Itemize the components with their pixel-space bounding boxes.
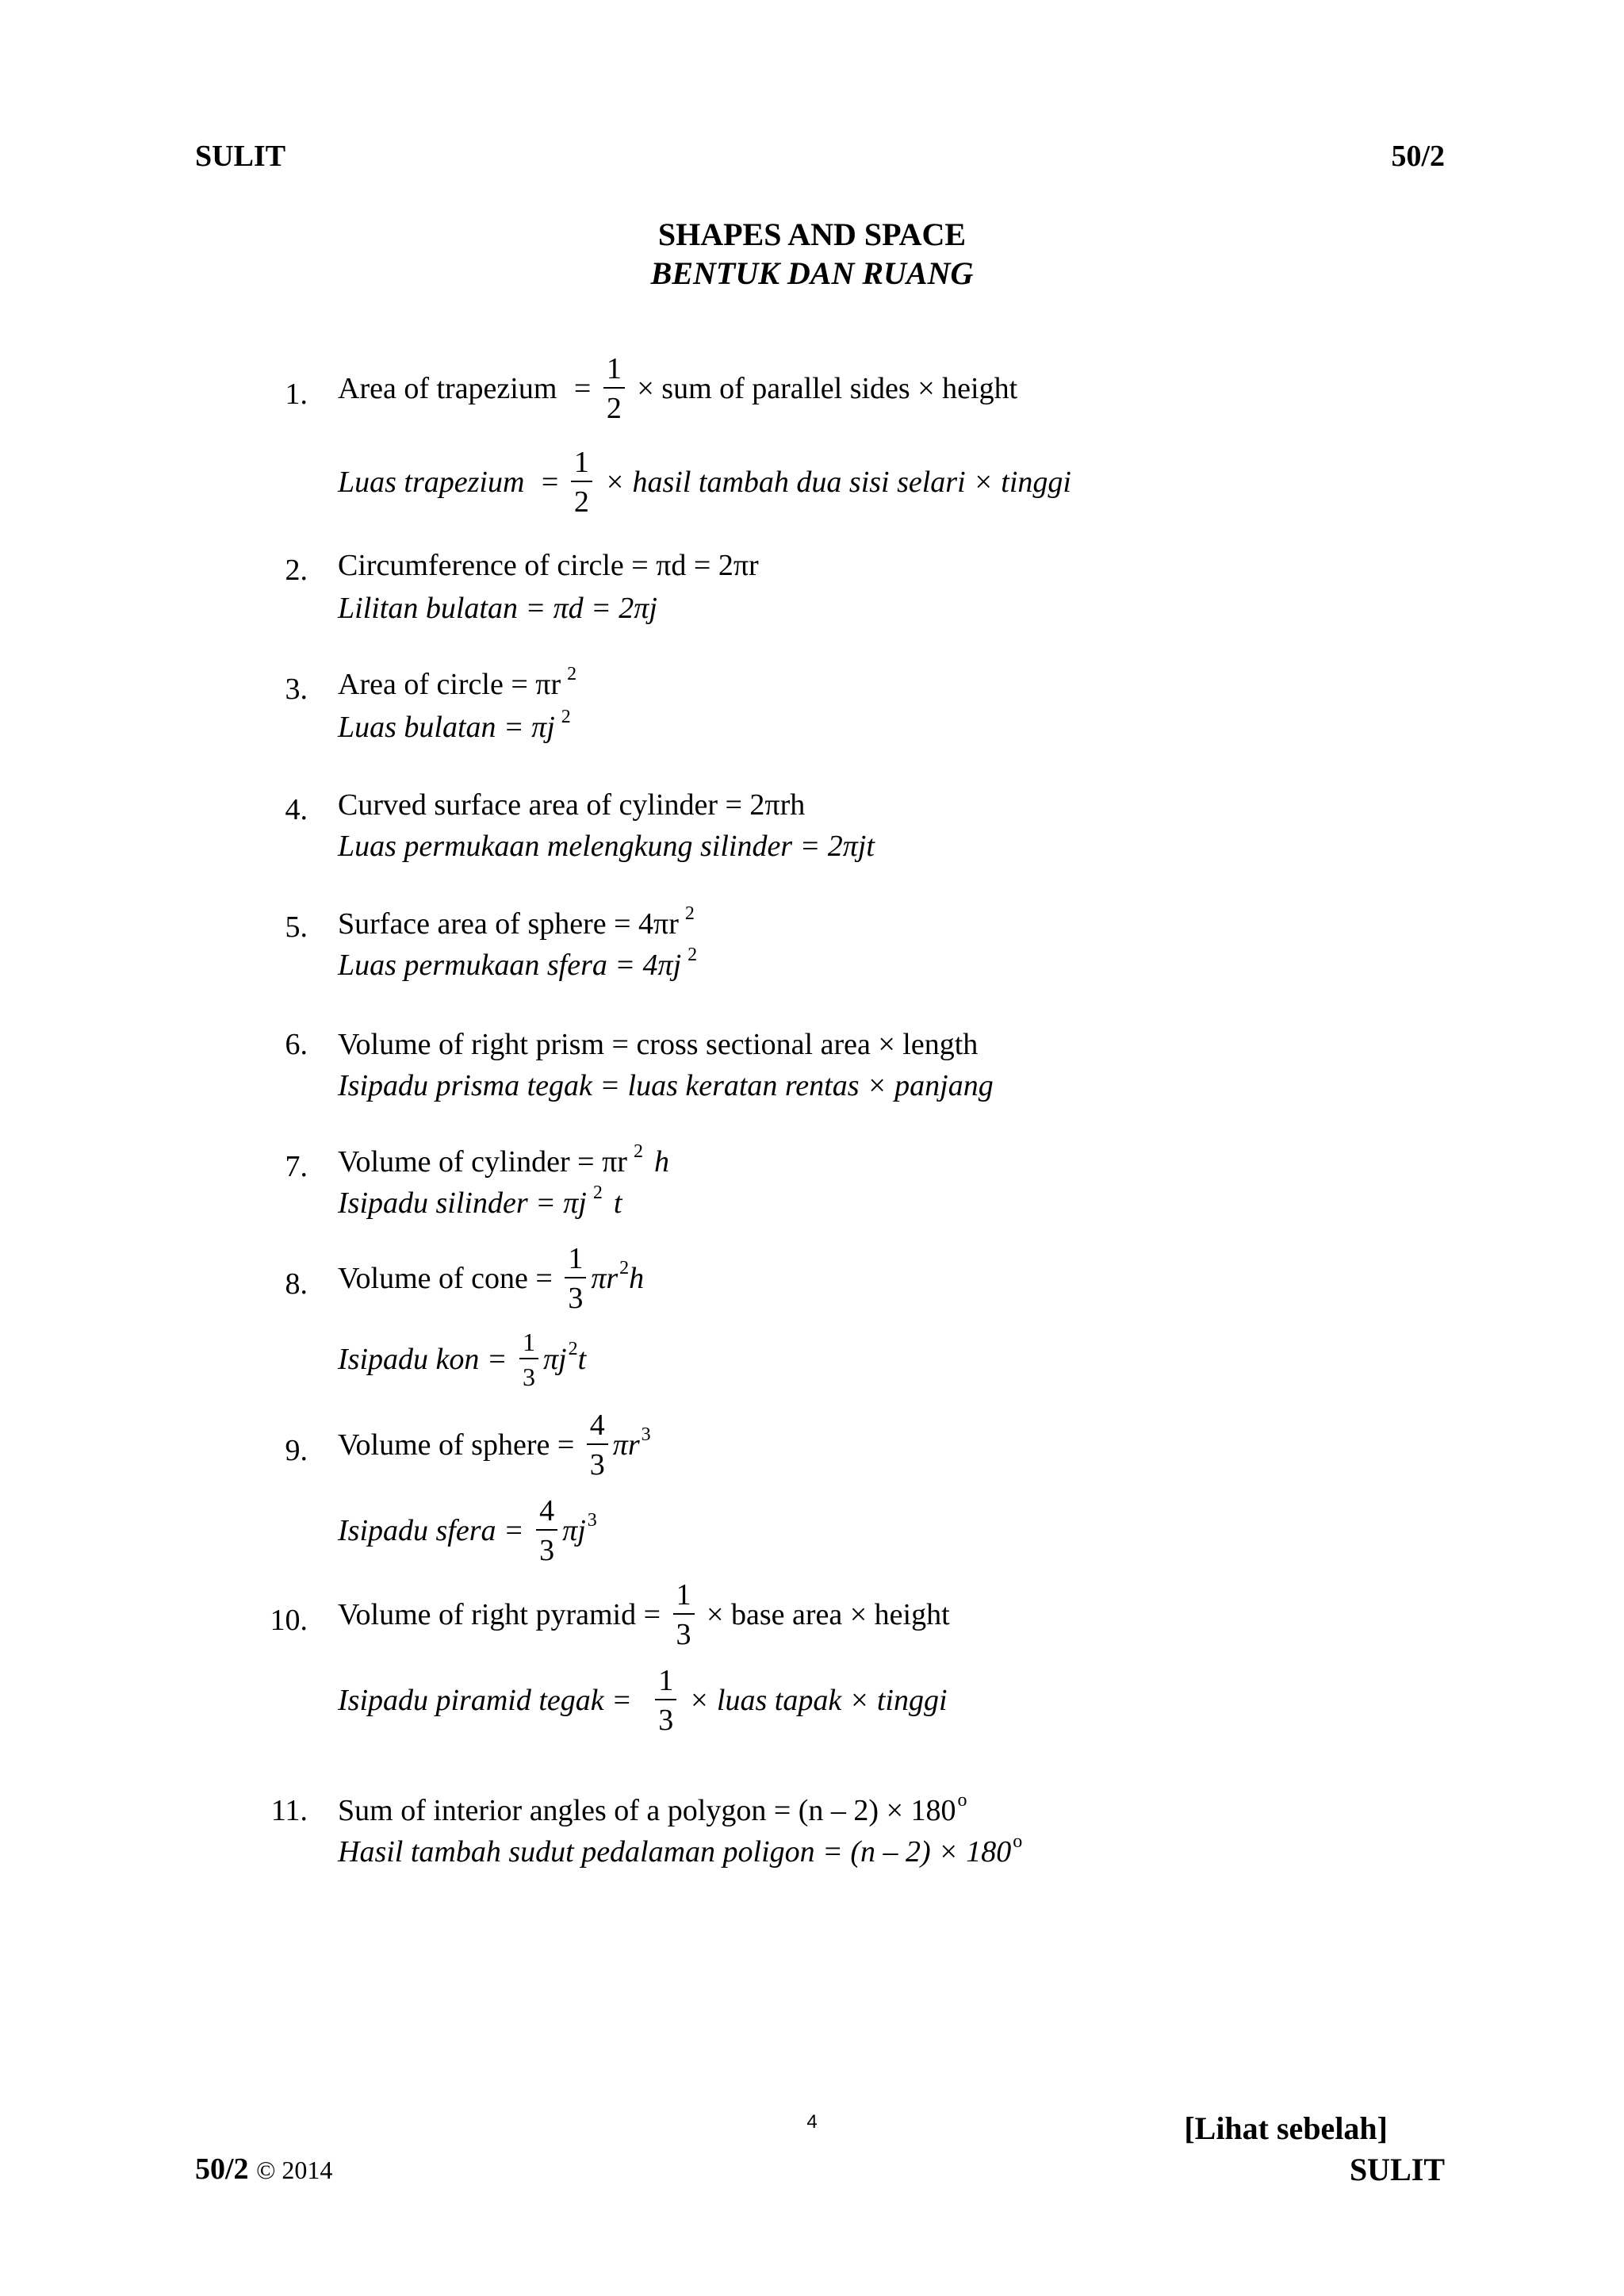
fraction-numerator: 1 [571,447,592,482]
formula-ms [338,1831,1023,1869]
formula-en [338,664,577,701]
fraction-denominator: 3 [523,1363,536,1391]
formula-ms: Luas permukaan melengkung silinder = 2πjt [338,830,875,863]
formula-ms-rest: × luas tapak × tinggi [688,1684,948,1717]
fraction-denominator: 3 [658,1704,674,1737]
fraction-numerator: 1 [603,354,625,389]
fraction [519,1329,538,1389]
formula-ms: Lilitan bulatan = πd = 2πj [338,592,657,625]
formula-en-text: Volume of right pyramid = [338,1598,661,1631]
fraction-denominator: 3 [589,1448,605,1481]
footer-turn-over: [Lihat sebelah] [1184,2110,1388,2146]
formula-number: 4. [285,793,308,826]
formula-en: Circumference of circle = πd = 2πr [338,549,759,582]
formula-en-rest: × sum of parallel sides × height [637,372,1018,405]
formula-ms-expr [543,1339,587,1376]
formula-en: Curved surface area of cylinder = 2πrh [338,788,806,822]
formula-en-label: Area of trapezium [338,372,557,405]
formula-ms-label: Luas trapezium [338,466,525,499]
header-classification: SULIT [195,140,286,173]
fraction-denominator: 2 [573,485,589,519]
exponent: 2 [684,903,695,924]
formula-ms-rest: × hasil tambah dua sisi selari × tinggi [604,466,1071,499]
formula-en: Volume of right prism = cross sectional area × length [338,1028,979,1061]
exponent: 2 [568,1339,578,1359]
formula-ms-after: πj [543,1343,567,1376]
fraction-denominator: 3 [676,1618,691,1651]
section-subtitle: BENTUK DAN RUANG [650,255,974,291]
formula-en-text: Volume of cylinder = πr [338,1145,627,1179]
formula-number: 7. [285,1150,308,1183]
formula-number: 1. [285,378,308,411]
section-title: SHAPES AND SPACE [657,217,967,252]
formula-ms-text: Isipadu sfera = [338,1514,524,1547]
formula-ms-tail: t [613,1186,622,1220]
formula-ms-text: Isipadu silinder = πj [338,1186,587,1220]
formula-ms [338,447,1071,517]
formula-en-text: Surface area of sphere = 4πr [338,907,679,941]
formula-number: 2. [285,554,308,587]
exponent: 2 [688,945,698,965]
formula-en-text: Area of circle = πr [338,668,561,701]
formula-ms [338,945,698,982]
degree-sign: o [1013,1831,1023,1852]
equals-sign: = [541,466,559,499]
fraction-numerator: 4 [536,1496,557,1531]
formula-en [338,1141,669,1179]
formula-ms-expr [562,1510,597,1547]
fraction-denominator: 3 [539,1534,555,1567]
formula-en-after: πr [612,1428,640,1462]
exponent: 2 [619,1258,630,1278]
formula-number: 11. [270,1794,308,1827]
formula-number: 9. [285,1434,308,1467]
fraction-numerator: 1 [565,1244,586,1278]
footer-paper-code: 50/2 [195,2152,249,2186]
fraction [571,447,592,517]
page-number: 4 [806,2111,818,2133]
formula-en-after: πr [591,1262,619,1295]
fraction [536,1496,557,1566]
formula-en-tail: h [653,1145,669,1179]
formula-en [338,354,1017,424]
formula-ms: Isipadu prisma tegak = luas keratan rentas × panjang [338,1069,994,1102]
degree-sign: o [957,1790,967,1811]
formula-en-text: Volume of sphere = [338,1428,575,1462]
footer-copyright: © 2014 [256,2156,333,2184]
formula-en-rest: × base area × height [707,1598,950,1631]
formula-ms [338,1496,597,1566]
formula-en-expr [612,1424,651,1462]
fraction-denominator: 2 [606,392,622,425]
exponent: 2 [567,664,577,684]
exponent: 3 [641,1424,651,1445]
formula-number: 3. [285,673,308,706]
exponent: 2 [561,707,571,727]
formula-en [338,1580,950,1650]
fraction [673,1580,695,1650]
formula-number: 5. [285,910,308,944]
formula-ms-after: πj [562,1514,586,1547]
formula-number: 8. [285,1267,308,1301]
formula-en [338,1244,644,1313]
formula-ms [338,1665,948,1735]
header-paper-code: 50/2 [1391,140,1445,173]
formula-ms-text: Isipadu piramid tegak = [338,1684,632,1717]
formula-ms-text: Luas permukaan sfera = 4πj [338,949,682,982]
fraction [565,1244,586,1313]
formula-en-text: Volume of cone = [338,1262,553,1295]
formula-ms-text: Hasil tambah sudut pedalaman poligon = (n – 2) × 180 [338,1835,1012,1869]
formula-number: 6. [285,1028,308,1061]
fraction-numerator: 1 [519,1329,538,1359]
formula-ms [338,707,571,744]
formula-ms-text: Isipadu kon = [338,1343,508,1376]
formula-ms-text: Luas bulatan = πj [338,711,555,744]
formula-en-tail: h [629,1262,645,1295]
formula-en [338,1410,651,1480]
fraction-numerator: 1 [673,1580,695,1615]
exponent: 3 [587,1510,597,1531]
fraction-numerator: 1 [655,1665,676,1700]
footer-left [195,2154,332,2184]
formula-ms-tail: t [577,1343,587,1376]
fraction-denominator: 3 [568,1282,584,1315]
fraction [587,1410,608,1480]
fraction [603,354,625,424]
formula-ms [338,1182,622,1220]
formula-en [338,903,695,941]
exponent: 2 [592,1182,603,1203]
formula-en-text: Sum of interior angles of a polygon = (n – 2) × 180 [338,1794,956,1827]
formula-en [338,1790,967,1827]
footer-classification: SULIT [1349,2152,1445,2187]
exponent: 2 [633,1141,643,1162]
formula-ms [338,1329,586,1389]
equals-sign: = [573,372,592,405]
fraction-numerator: 4 [587,1410,608,1445]
formula-number: 10. [270,1604,308,1637]
fraction [655,1665,676,1735]
formula-en-expr [591,1258,645,1295]
